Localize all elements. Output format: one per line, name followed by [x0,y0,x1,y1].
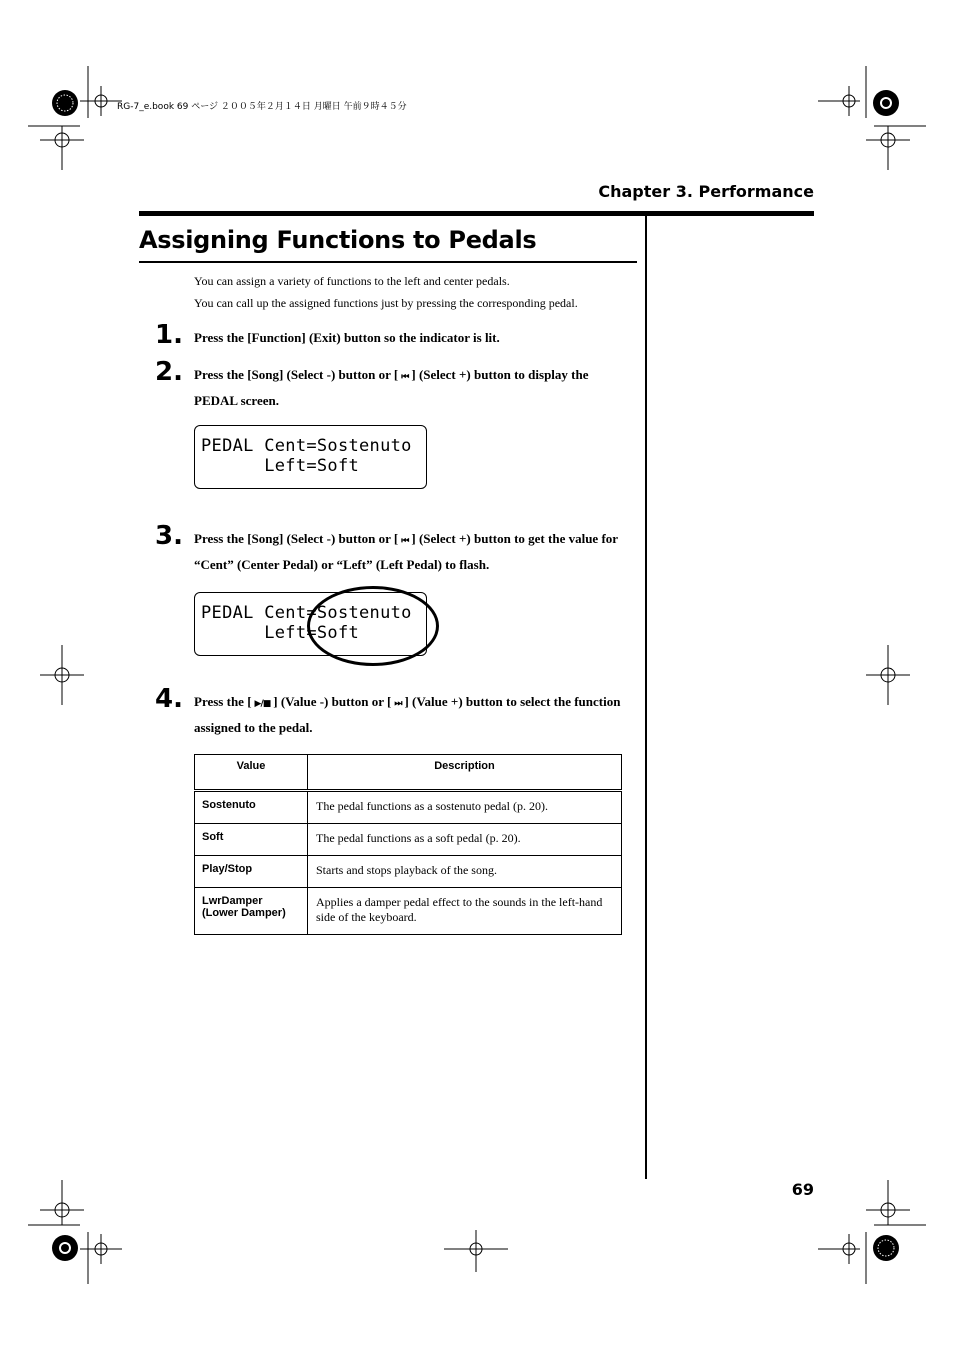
step-3-text-part: ] (Select +) button to get the value for “Cent” (Center Pedal) or “Left” (Left Pedal) to flash. [194,531,618,572]
table-row [195,888,622,935]
skip-back-icon: ⏮ [401,536,409,546]
table-cell-description: Applies a damper pedal effect to the sounds in the left-hand side of the keyboard. [308,888,622,935]
highlight-circle [307,586,439,666]
step-1-number: 1. [155,320,183,350]
chapter-heading: Chapter 3. Performance [598,182,814,201]
step-3-text [194,527,626,576]
table-row [195,824,622,856]
step-4-text-part: ] (Value -) button or [ [273,694,392,709]
skip-back-icon: ⏮ [401,372,409,382]
step-4-text-part: Press the [ [194,694,252,709]
step-1-text: Press the [Function] (Exit) button so the indicator is lit. [194,330,500,345]
lcd-line-2: Left=Soft [201,623,360,643]
pedal-function-table [194,754,622,935]
step-2-text-part: Press the [Song] (Select -) button or [ [194,367,399,382]
table-cell-description: The pedal functions as a soft pedal (p. 20). [308,824,622,856]
page-title: Assigning Functions to Pedals [139,226,537,254]
lcd-display-pedal [194,425,427,489]
table-header-description: Description [308,755,622,791]
table-cell-description: The pedal functions as a sostenuto pedal (p. 20). [308,791,622,824]
title-underline [139,261,637,263]
column-divider [645,216,647,1179]
step-4-number: 4. [155,684,183,714]
step-4-text [194,690,626,739]
intro-paragraph-1: You can assign a variety of functions to the left and center pedals. [194,274,510,288]
file-info-header: RG-7_e.book 69 ページ ２００５年２月１４日 月曜日 午前９時４５分 [117,102,407,112]
top-rule [139,211,814,216]
skip-forward-icon: ⏭ [394,699,402,709]
lcd-line-1: PEDAL Cent=Sostenuto [201,603,412,623]
table-cell-value: LwrDamper (Lower Damper) [195,888,308,935]
play-stop-icon: ▶/■ [254,699,271,709]
table-cell-value: Soft [195,824,308,856]
page-number: 69 [791,1180,814,1199]
step-3-number: 3. [155,521,183,551]
table-row [195,791,622,824]
lcd-line-2: Left=Soft [201,456,360,476]
table-header-value: Value [195,755,308,791]
table-header-row [195,755,622,791]
step-3-text-part: Press the [Song] (Select -) button or [ [194,531,399,546]
table-cell-value: Sostenuto [195,791,308,824]
step-2-text [194,363,626,412]
table-row [195,856,622,888]
table-cell-value: Play/Stop [195,856,308,888]
intro-paragraph-2: You can call up the assigned functions just by pressing the corresponding pedal. [194,296,578,310]
step-2-number: 2. [155,357,183,387]
table-cell-description: Starts and stops playback of the song. [308,856,622,888]
step-2-text-part: ] (Select +) button to display the PEDAL screen. [194,367,589,408]
step-4-text-part: ] (Value +) button to select the function assigned to the pedal. [194,694,621,735]
lcd-line-1: PEDAL Cent=Sostenuto [201,436,412,456]
